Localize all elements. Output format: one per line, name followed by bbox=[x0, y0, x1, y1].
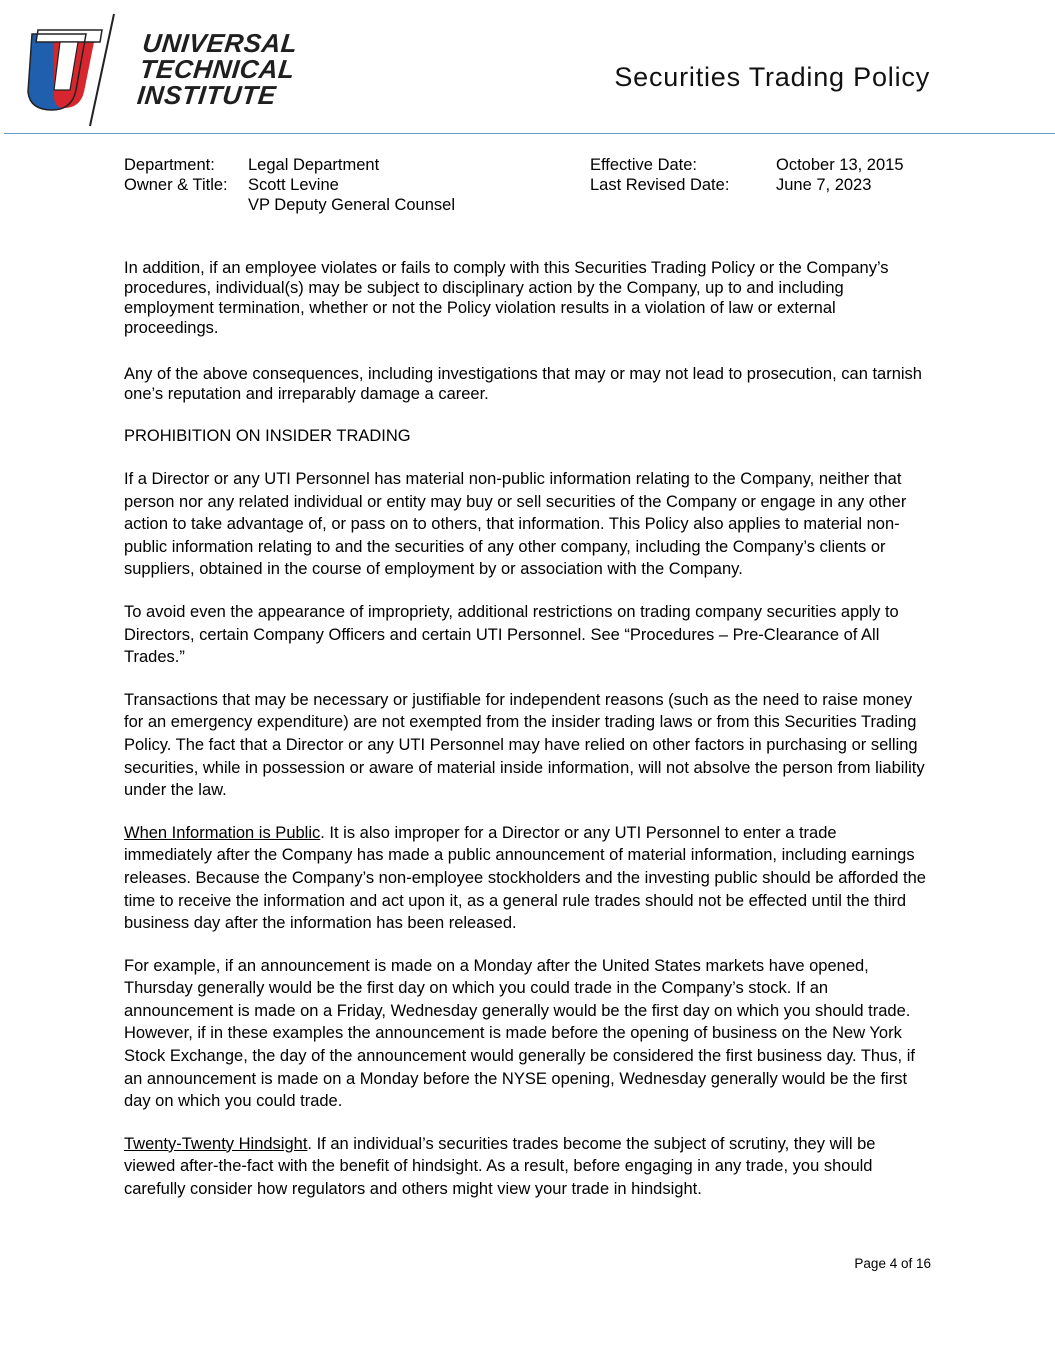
paragraph bbox=[124, 822, 929, 935]
owner-name: Scott Levine bbox=[248, 176, 339, 194]
uti-shield-logo-icon bbox=[24, 12, 124, 128]
logo-line: TECHNICAL bbox=[138, 54, 297, 84]
document-title: Securities Trading Policy bbox=[614, 62, 930, 92]
revised-date-label: Last Revised Date: bbox=[590, 176, 730, 194]
logo-wordmark bbox=[136, 30, 299, 108]
paragraph-text: . It is also improper for a Director or any UTI Personnel to enter a trade immediately after the Company has made a public announcement of material information, including earnings releases. Because the Company’s non-employee stockholders and the investing public should be afforded the time to receive the information and act upon it, as a general rule trades should not be effected until the third business day after the information has been released. bbox=[124, 823, 926, 933]
logo-line: UNIVERSAL bbox=[141, 28, 300, 58]
paragraph-text: . If an individual’s securities trades become the subject of scrutiny, they will be viewed after-the-fact with the benefit of hindsight. As a result, before engaging in any trade, you should carefully consider how regulators and others might view your trade in hindsight. bbox=[124, 1134, 876, 1199]
page-number: Page 4 of 16 bbox=[854, 1256, 931, 1271]
paragraph bbox=[124, 1133, 929, 1201]
document-body bbox=[124, 258, 929, 1201]
effective-date-value: October 13, 2015 bbox=[776, 156, 904, 174]
subheading-underlined: Twenty-Twenty Hindsight bbox=[124, 1134, 308, 1153]
subheading-underlined: When Information is Public bbox=[124, 823, 321, 842]
revised-date-value: June 7, 2023 bbox=[776, 176, 872, 194]
paragraph: If a Director or any UTI Personnel has material non-public information relating to the Company, neither that person nor any related individual or entity may buy or sell securities of the Company or engage in any other action to take advantage of, or pass on to others, that information. This Policy also applies to material non-public information relating to and the securities of any other company, including the Company’s clients or suppliers, obtained in the course of employment by or association with the Company. bbox=[124, 470, 907, 579]
company-logo bbox=[24, 12, 300, 128]
logo-line: INSTITUTE bbox=[135, 80, 278, 110]
paragraph: Transactions that may be necessary or justifiable for independent reasons (such as the need to raise money for an emergency expenditure) are not exempted from the insider trading laws or from this Securities Trading Policy. The fact that a Director or any UTI Personnel may have relied on other factors in purchasing or selling securities, while in possession or aware of material inside information, will not absolve the person from liability under the law. bbox=[124, 690, 925, 800]
paragraph: Any of the above consequences, including investigations that may or may not lead to prosecution, can tarnish one’s reputation and irreparably damage a career. bbox=[124, 365, 922, 403]
effective-date-label: Effective Date: bbox=[590, 156, 698, 174]
section-heading: PROHIBITION ON INSIDER TRADING bbox=[124, 427, 411, 445]
page-header bbox=[0, 0, 1055, 135]
department-value: Legal Department bbox=[248, 156, 380, 174]
paragraph: For example, if an announcement is made on a Monday after the United States markets have opened, Thursday generally would be the first day on which you could trade in the Company’s stock. If an announcement is made on a Friday, Wednesday generally would be the first day on which you should trade. However, if in these examples the announcement is made before the opening of business on the New York Stock Exchange, the day of the announcement would generally be considered the first business day. Thus, if an announcement is made on a Monday before the NYSE opening, Wednesday generally would be the first day on which you could trade. bbox=[124, 956, 915, 1111]
paragraph: To avoid even the appearance of impropriety, additional restrictions on trading company securities apply to Directors, certain Company Officers and certain UTI Personnel. See “Procedures – Pre-Clearance of All Trades.” bbox=[124, 602, 899, 667]
header-divider bbox=[4, 133, 1055, 134]
owner-title: VP Deputy General Counsel bbox=[248, 196, 455, 214]
owner-label: Owner & Title: bbox=[124, 176, 228, 194]
paragraph: In addition, if an employee violates or fails to comply with this Securities Trading Policy or the Company’s procedures, individual(s) may be subject to disciplinary action by the Company, up to and including employment termination, whether or not the Policy violation results in a violation of law or external proceedings. bbox=[124, 259, 889, 337]
department-label: Department: bbox=[124, 156, 215, 174]
